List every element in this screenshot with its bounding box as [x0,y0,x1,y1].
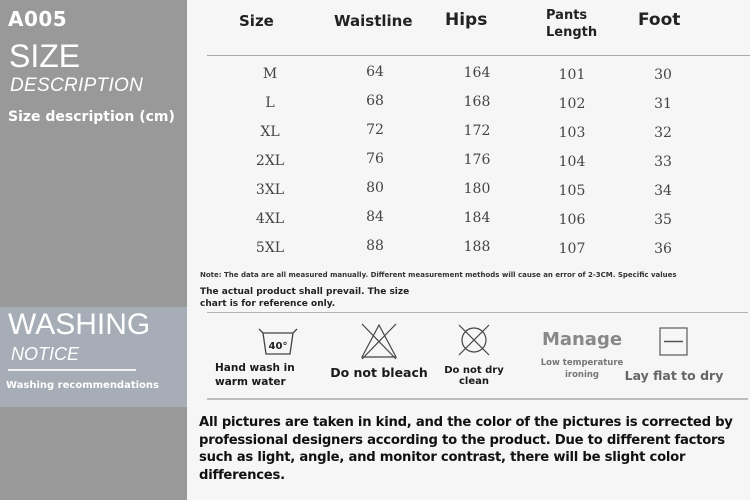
notes-divider [207,312,748,313]
cell-waistline: 64 [366,64,384,80]
washing-subtitle: NOTICE [11,344,80,364]
do-not-bleach-label: Do not bleach [330,365,428,380]
header-hips: Hips [445,10,488,30]
header-pants-line1: Pants [546,8,588,23]
washing-caption: Washing recommendations [6,380,159,391]
cell-waistline: 76 [366,151,384,167]
do-not-bleach-icon [359,322,399,360]
table-row [187,122,750,148]
wash-item-lay-flat [621,322,727,383]
cell-foot: 30 [654,67,672,83]
washing-title: WASHING [8,308,151,341]
table-row [187,238,750,264]
hand-wash-label: Hand wash in warm water [215,362,295,388]
cell-hips: 180 [463,181,491,197]
size-caption: Size description (cm) [8,109,175,125]
cell-pants-length: 101 [558,67,586,83]
header-pants-length [546,7,597,41]
cell-foot: 32 [654,125,672,141]
cell-size: M [262,66,278,82]
cell-foot: 33 [654,154,672,170]
washing-bottom-divider [207,398,748,400]
cell-pants-length: 107 [558,241,586,257]
hand-wash-40-icon [257,324,299,356]
lay-flat-label: Lay flat to dry [624,368,724,383]
header-waistline: Waistline [334,12,413,30]
header-foot: Foot [638,10,681,30]
product-code: A005 [8,7,68,31]
cell-waistline: 68 [366,93,384,109]
washing-divider [8,369,136,371]
header-size: Size [239,12,274,30]
cell-pants-length: 103 [558,125,586,141]
svg-text:40°: 40° [268,341,288,352]
wash-item-hand-wash [215,322,327,389]
cell-hips: 172 [463,123,491,139]
cell-hips: 164 [463,65,491,81]
table-row [187,180,750,206]
manage-heading: Manage [541,329,623,350]
cell-size: XL [260,124,280,140]
color-disclaimer: All pictures are taken in kind, and the color of the pictures is corrected by professional designers according to the product. Due to different factors such as light, angle, and monitor contrast, there will be slight color differences. [199,415,733,483]
cell-size: 5XL [255,240,285,256]
cell-waistline: 72 [366,122,384,138]
cell-foot: 34 [654,183,672,199]
wash-item-do-not-bleach [328,322,430,380]
table-row [187,93,750,119]
cell-pants-length: 102 [558,96,586,112]
cell-foot: 31 [654,96,672,112]
ironing-label: Low temperature ironing [540,358,624,380]
washing-panel [0,307,187,407]
cell-waistline: 80 [366,180,384,196]
cell-size: 2XL [255,153,285,169]
header-pants-line2: Length [546,25,598,40]
cell-foot: 35 [654,212,672,228]
do-not-dry-clean-label: Do not dry clean [444,365,504,387]
table-row [187,64,750,90]
cell-hips: 188 [463,239,491,255]
cell-size: 3XL [255,182,285,198]
size-panel [0,0,187,305]
cell-size: L [265,95,275,111]
sidebar [0,0,187,500]
cell-waistline: 84 [366,209,384,225]
cell-hips: 184 [463,210,491,226]
table-row [187,209,750,235]
do-not-dry-clean-icon [456,322,492,358]
cell-pants-length: 106 [558,212,586,228]
cell-hips: 168 [463,94,491,110]
wash-item-do-not-dry-clean [429,322,519,387]
cell-foot: 36 [654,241,672,257]
header-divider [207,55,750,56]
size-title: SIZE [9,38,81,74]
cell-size: 4XL [255,211,285,227]
cell-pants-length: 105 [558,183,586,199]
cell-pants-length: 104 [558,154,586,170]
cell-hips: 176 [463,152,491,168]
main-content [187,0,750,500]
cell-waistline: 88 [366,238,384,254]
reference-note: The actual product shall prevail. The size chart is for reference only. [200,287,410,309]
measurement-note: Note: The data are all measured manually. Different measurement methods will cause an error of 2-3CM. Specific values [200,271,677,279]
lay-flat-dry-icon [658,326,690,358]
size-subtitle: DESCRIPTION [10,75,144,96]
table-row [187,151,750,177]
